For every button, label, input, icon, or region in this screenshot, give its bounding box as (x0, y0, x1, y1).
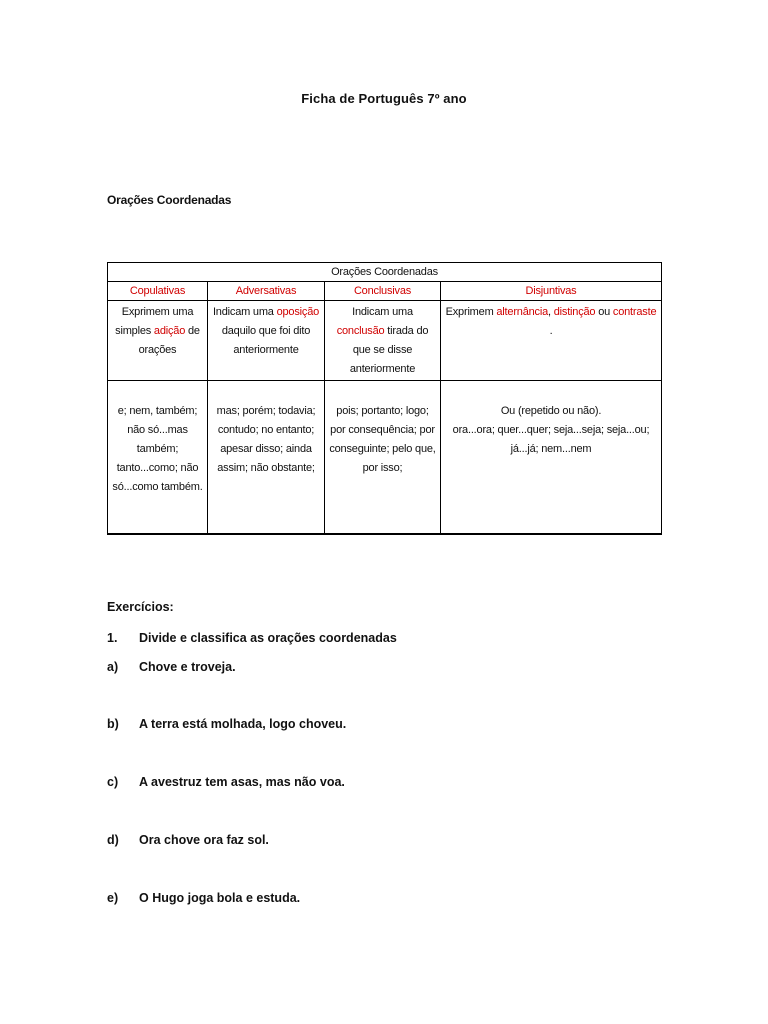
desc-adversativas: Indicam uma oposição daquilo que foi dito anteriormente (208, 301, 325, 381)
desc-disjuntivas: Exprimem alternância, distinção ou contraste . (441, 301, 662, 381)
coordinate-clauses-table (107, 262, 662, 535)
examples-conclusivas: pois; portanto; logo; por consequência; por conseguinte; pelo que, por isso; (325, 381, 441, 535)
header-adversativas: Adversativas (208, 282, 325, 301)
desc-copulativas: Exprimem uma simples adição de orações (108, 301, 208, 381)
header-disjuntivas: Disjuntivas (441, 282, 662, 301)
section-heading: Orações Coordenadas (107, 193, 232, 207)
examples-disjuntivas: Ou (repetido ou não). ora...ora; quer...quer; seja...seja; seja...ou; já...já; nem...nem (441, 381, 662, 535)
table-caption: Orações Coordenadas (108, 263, 662, 282)
desc-conclusivas: Indicam uma conclusão tirada do que se disse anteriormente (325, 301, 441, 381)
exercises-heading: Exercícios: (107, 600, 174, 614)
page-title: Ficha de Português 7º ano (301, 91, 467, 106)
examples-adversativas: mas; porém; todavia; contudo; no entanto; apesar disso; ainda assim; não obstante; (208, 381, 325, 535)
header-conclusivas: Conclusivas (325, 282, 441, 301)
examples-copulativas: e; nem, também; não só...mas também; tanto...como; não só...como também. (108, 381, 208, 535)
header-copulativas: Copulativas (108, 282, 208, 301)
